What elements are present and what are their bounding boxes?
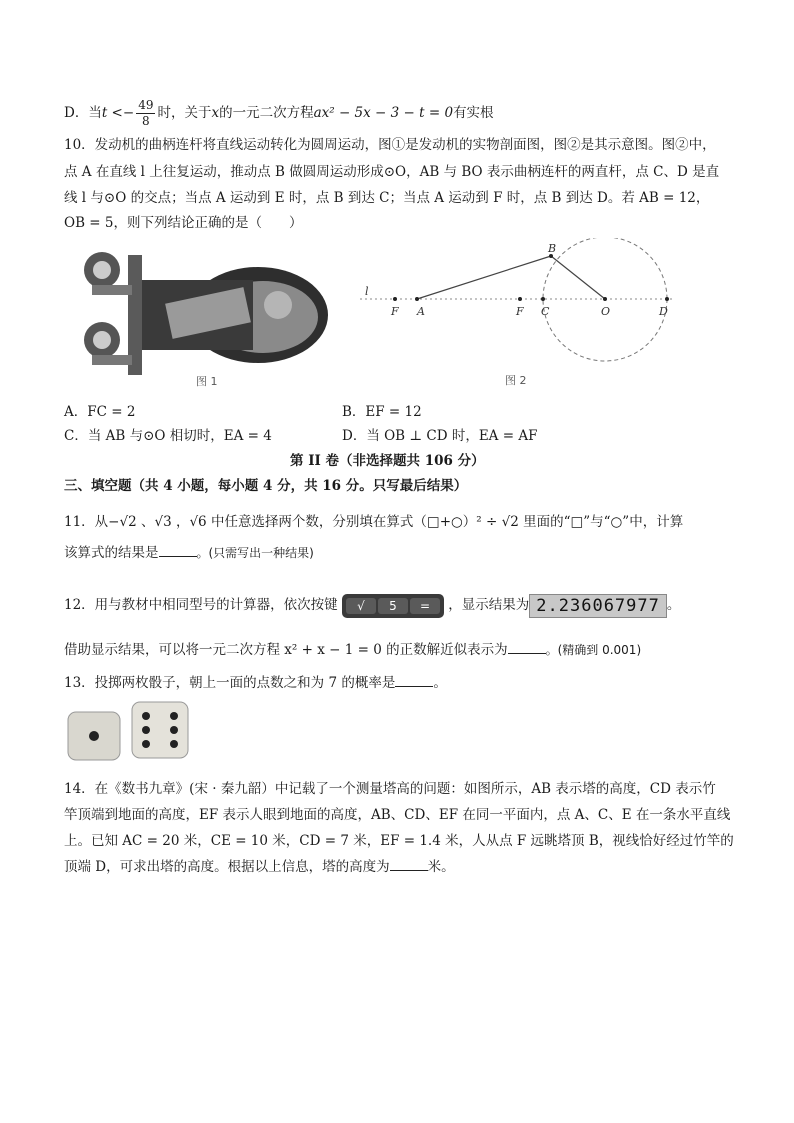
label-f1: F	[391, 305, 399, 318]
answer-blank	[390, 858, 428, 871]
q10-line4: OB = 5，则下列结论正确的是（ ）	[64, 215, 303, 231]
q14-line1: 14．在《数书九章》(宋 · 秦九韶）中记载了一个测量塔高的问题：如图所示，AB 表示塔的高度，CD 表示竹	[64, 781, 716, 797]
q10-option-d: D．当 OB ⊥ CD 时，EA = AF	[342, 428, 538, 444]
calculator-keys	[342, 594, 444, 618]
five-key: 5	[378, 598, 408, 614]
fig1-caption: 图 1	[196, 375, 218, 388]
dice-image	[64, 698, 194, 766]
section3-title: 三、填空题（共 4 小题，每小题 4 分，共 16 分。只写最后结果）	[64, 478, 468, 494]
answer-blank	[395, 674, 433, 687]
q14-line3: 上。已知 AC = 20 米，CE = 10 米，CD = 7 米，EF = 1.4 米，人从点 F 远眺塔顶 B，视线恰好经过竹竿的	[64, 833, 734, 849]
engine-photo-figure	[78, 245, 340, 390]
label-a: A	[417, 305, 425, 318]
q14-line4: 顶端 D，可求出塔的高度。根据以上信息，塔的高度为 米。	[64, 859, 455, 875]
q14-line2: 竿顶端到地面的高度，EF 表示人眼到地面的高度，AB、CD、EF 在同一平面内，点 A、C、E 在一条水平直线	[64, 807, 731, 823]
q9-option-d: D．当t <− $\frac{49}{8}$ 时，关于x的一元二次方程ax² − 5x − 3 − t = 0有实根	[64, 98, 494, 128]
crank-diagram-figure	[355, 238, 685, 390]
q10-option-b: B．EF = 12	[342, 404, 422, 420]
sqrt-key-icon: √	[346, 598, 376, 614]
q10-option-a: A．FC = 2	[64, 404, 136, 420]
label-o: O	[601, 305, 611, 318]
part2-title: 第 II 卷（非选择题共 106 分）	[290, 453, 485, 469]
label-b: B	[548, 242, 557, 255]
q12-line2: 借助显示结果，可以将一元二次方程 x² + x − 1 = 0 的正数解近似表示为 。(精确到 0.001)	[64, 642, 642, 658]
label-c: C	[541, 305, 550, 318]
answer-blank	[508, 641, 546, 654]
fraction: $\frac{49}{8}$	[138, 98, 154, 128]
label-f2: F	[516, 305, 524, 318]
q11-line1: 11．从−√2 、√3 ，√6 中任意选择两个数，分别填在算式（□+○）² ÷ √2 里面的“□”与“○”中，计算	[64, 514, 684, 530]
q11-line2: 该算式的结果是 。(只需写出一种结果)	[64, 545, 314, 561]
q10-line3: 线 l 与⊙O 的交点；当点 A 运动到 E 时，点 B 到达 C；当点 A 运动到 F 时，点 B 到达 D。若 AB = 12，	[64, 190, 710, 206]
answer-blank	[159, 544, 197, 557]
q10-line2: 点 A 在直线 l 上往复运动，推动点 B 做圆周运动形成⊙O，AB 与 BO 表示曲柄连杆的两直杆，点 C、D 是直	[64, 164, 720, 180]
label-d: D	[659, 305, 668, 318]
q10-option-c: C．当 AB 与⊙O 相切时，EA = 4	[64, 428, 272, 444]
q13-line: 13．投掷两枚骰子，朝上一面的点数之和为 7 的概率是 。	[64, 675, 447, 691]
calculator-display: 2.236067977	[529, 594, 667, 618]
q12-line1: 12．用与教材中相同型号的计算器，依次按键 √ 5 = ，显示结果为 2.236067977 。	[64, 595, 681, 616]
fig2-caption: 图 2	[505, 374, 527, 387]
q10-line1: 10．发动机的曲柄连杆将直线运动转化为圆周运动，图①是发动机的实物剖面图，图②是其示意图。图②中，	[64, 137, 716, 153]
label-l: l	[365, 285, 369, 298]
equals-key-icon: =	[410, 598, 440, 614]
